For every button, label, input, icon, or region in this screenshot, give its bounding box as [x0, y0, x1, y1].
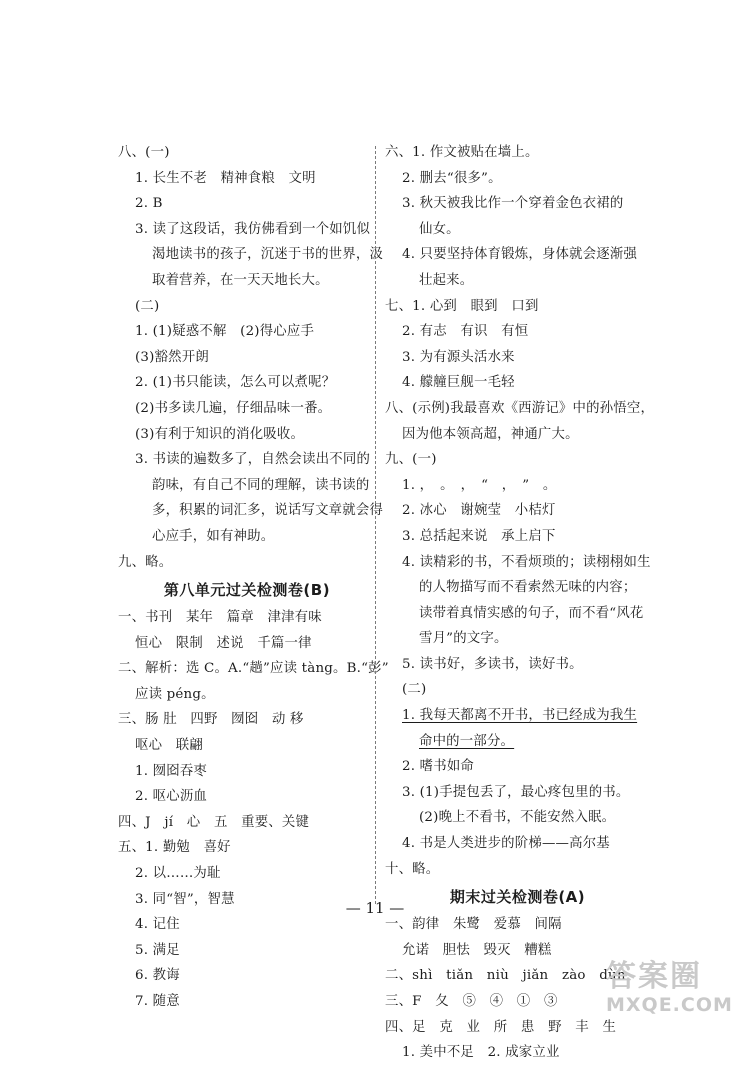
answer-line: [385, 729, 650, 755]
left-column: [118, 140, 389, 1015]
answer-line: 六、1. 作文被贴在墙上。: [385, 145, 539, 160]
answer-line: 仙女。: [419, 221, 460, 237]
answer-line: 渴地读书的孩子，沉迷于书的世界，汲: [152, 247, 384, 263]
underlined-answer: 命中的一部分。: [419, 733, 515, 749]
answer-line: 2. 以……为耻: [135, 866, 221, 882]
answer-line: 2. B: [135, 196, 163, 212]
answer-line: 壮起来。: [419, 272, 474, 288]
answer-line: 3. 总括起来说 承上启下: [402, 528, 556, 544]
answer-line: 1. (1)疑惑不解 (2)得心应手: [135, 324, 315, 340]
answer-line: 4. 书是人类进步的阶梯——高尔基: [402, 836, 610, 852]
answer-line: 一、韵律 朱鹭 爱慕 间隔: [385, 917, 562, 933]
answer-line: 5. 满足: [135, 942, 180, 958]
answer-line: (3)有利于知识的消化吸收。: [135, 426, 305, 442]
watermark-text: 答案圈: [606, 959, 702, 994]
answer-line: (二): [402, 682, 427, 698]
answer-line: 取着营养，在一天天地长大。: [152, 272, 329, 288]
column-divider: [375, 146, 376, 904]
answer-line: 3. (1)手提包丢了，最心疼包里的书。: [402, 784, 630, 800]
answer-line: 7. 随意: [135, 994, 180, 1009]
underlined-answer: 1. 我每天都离不开书，书已经成为我生: [402, 708, 638, 724]
section-heading: 九、略。: [118, 554, 173, 570]
answer-line: 1. 美中不足 2. 成家立业: [402, 1045, 560, 1061]
answer-line: 应读 péng。: [135, 686, 215, 702]
answer-line: 4. 记住: [135, 917, 180, 933]
answer-line: 四、足 克 业 所 患 野 丰 生: [385, 1019, 617, 1035]
answer-line: 4. 艨艟巨舰一毛轻: [402, 375, 515, 391]
answer-line: 心应手，如有神助。: [152, 528, 275, 544]
answer-line: 韵味，有自己不同的理解，读书读的: [152, 477, 370, 493]
answer-line: [385, 703, 650, 729]
answer-line: 2. 呕心沥血: [135, 789, 207, 805]
answer-line: 多，积累的词汇多，说话写文章就会得: [152, 503, 384, 519]
answer-line: 一、书刊 某年 篇章 津津有味: [118, 610, 322, 626]
answer-line: 1. 长生不老 精神食粮 文明: [135, 170, 316, 186]
watermark-domain: MXQE.COM: [606, 994, 733, 1016]
answer-line: 四、J jí 心 五 重要、关键: [118, 814, 310, 830]
answer-line: 3. 同“智”，智慧: [135, 891, 235, 907]
answer-line: 呕心 联翩: [135, 738, 203, 754]
answer-line: 八、(示例)我最喜欢《西游记》中的孙悟空，: [385, 400, 655, 416]
section-heading: 九、(一): [385, 452, 437, 468]
answer-line: 2. 嗜书如命: [402, 759, 474, 775]
answer-line: (2)晚上不看书，不能安然入眠。: [419, 810, 616, 826]
answer-line: 2. 删去“很多”。: [402, 170, 502, 186]
answer-line: 3. 书读的遍数多了，自然会读出不同的: [135, 452, 371, 468]
answer-line: 3. 读了这段话，我仿佛看到一个如饥似: [135, 221, 371, 237]
answer-line: 1. ， 。 ， “ ， ” 。: [402, 477, 557, 493]
answer-line: 3. 为有源头活水来: [402, 349, 515, 365]
test-title: 第八单元过关检测卷(B): [163, 581, 331, 600]
answer-line: 6. 教诲: [135, 968, 180, 984]
section-heading: 八、(一): [118, 145, 170, 160]
answer-line: 允诺 胆怯 毁灭 糟糕: [402, 942, 552, 958]
answer-line: 二、shì tiǎn niù jiǎn zào dùn: [385, 968, 626, 984]
test-title: 期末过关检测卷(A): [449, 888, 586, 907]
answer-line: 因为他本领高超，神通广大。: [402, 426, 579, 442]
answer-line: 五、1. 勤勉 喜好: [118, 840, 231, 856]
answer-line: 的人物描写而不看索然无味的内容；: [419, 580, 637, 596]
page-number: — 11 —: [345, 899, 405, 917]
answer-line: 三、F 夂 ⑤ ④ ① ③: [385, 994, 558, 1009]
answer-line: 三、肠 肚 四野 囫囵 动 移: [118, 712, 304, 728]
answer-line: 3. 秋天被我比作一个穿着金色衣裙的: [402, 196, 624, 212]
answer-line: 1. 囫囵吞枣: [135, 763, 207, 779]
answer-line: 2. (1)书只能读，怎么可以煮呢？: [135, 375, 336, 391]
answer-line: 4. 读精彩的书，不看烦琐的；读栩栩如生: [402, 554, 651, 570]
answer-line: 4. 只要坚持体育锻炼，身体就会逐渐强: [402, 247, 638, 263]
answer-line: (3)豁然开朗: [135, 349, 209, 365]
answer-line: 七、1. 心到 眼到 口到: [385, 298, 539, 314]
watermark-logo: [606, 960, 736, 1022]
answer-line: 十、略。: [385, 861, 440, 877]
answer-line: 读带着真情实感的句子，而不看“风花: [419, 605, 644, 621]
answer-line: 恒心 限制 述说 千篇一律: [135, 635, 312, 651]
answer-line: 雪月”的文字。: [419, 631, 508, 647]
answer-line: 2. 冰心 谢婉莹 小桔灯: [402, 503, 556, 519]
answer-line: 2. 有志 有识 有恒: [402, 324, 529, 340]
answer-line: 二、解析：选 C。A.“趟”应读 tàng。B.“彭”: [118, 661, 389, 677]
answer-line: (2)书多读几遍，仔细品味一番。: [135, 400, 332, 416]
answer-line: (二): [135, 298, 160, 314]
answer-line: 5. 读书好，多读书，读好书。: [402, 656, 583, 672]
